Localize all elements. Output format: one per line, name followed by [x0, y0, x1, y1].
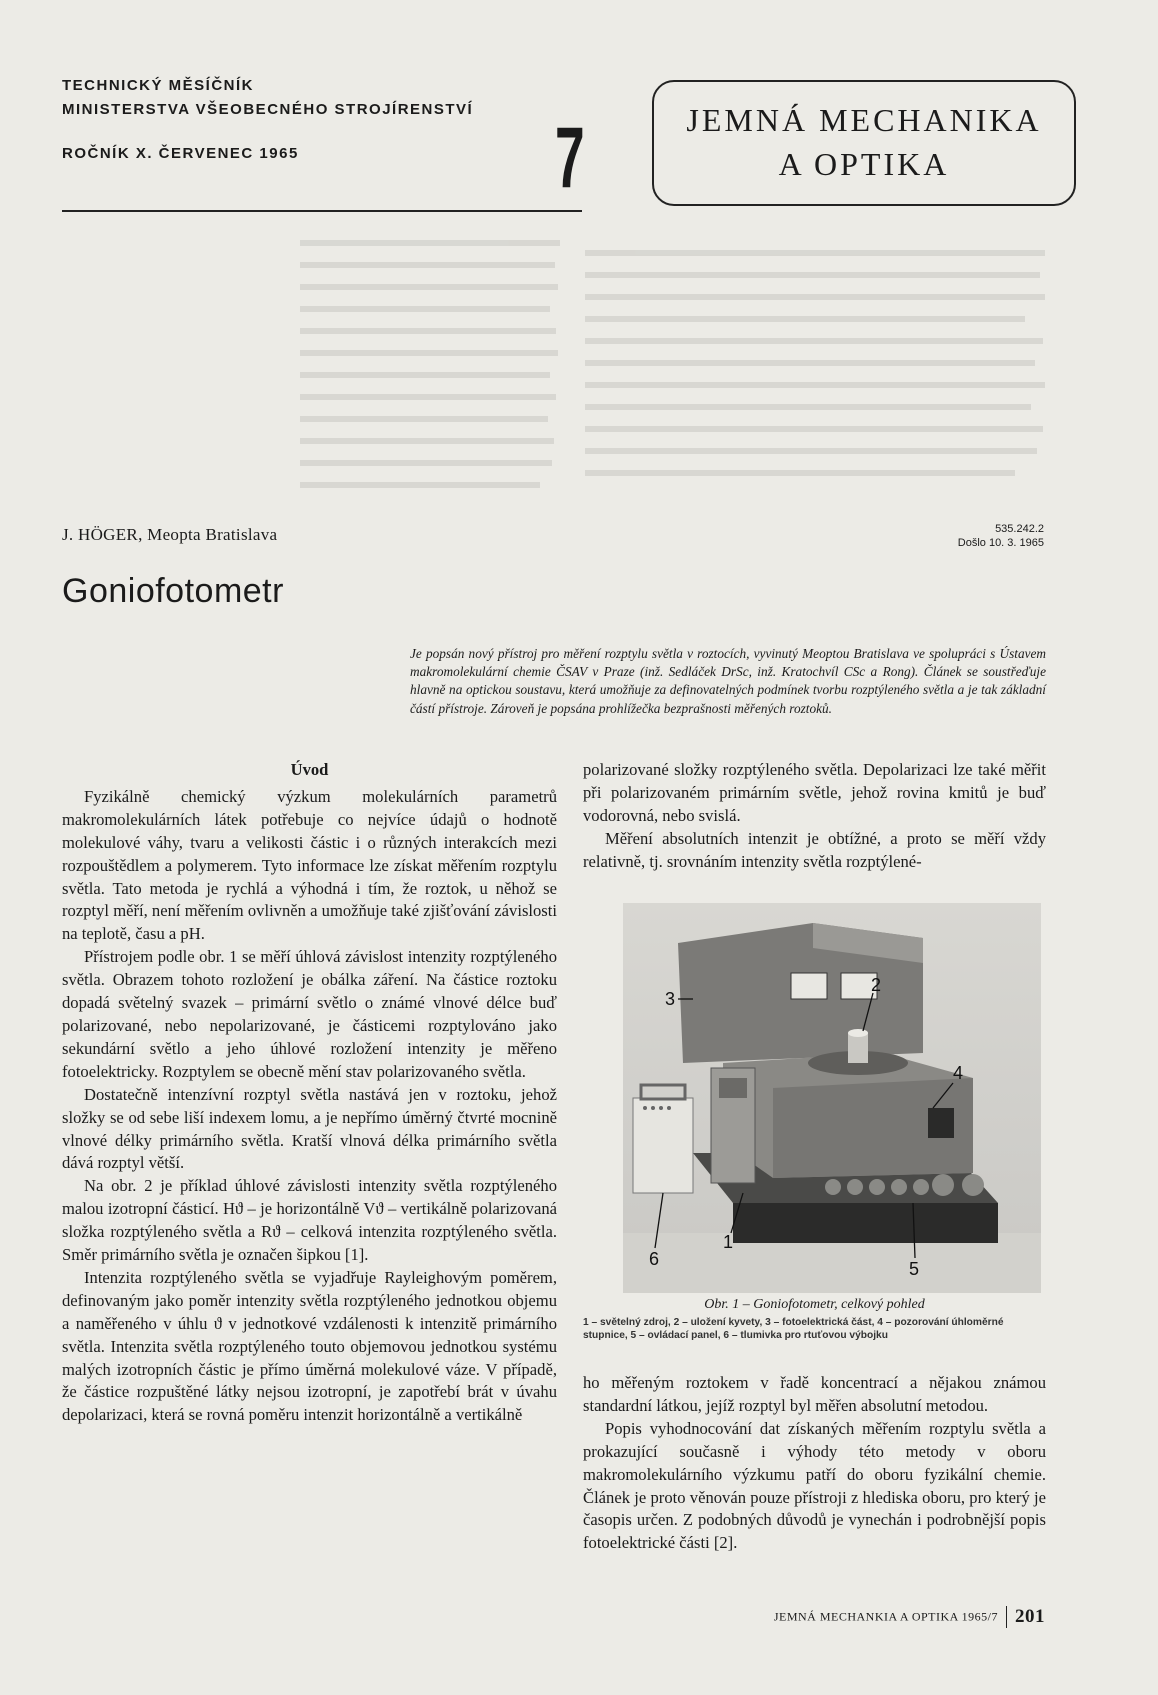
udc-code: 535.242.2 — [995, 523, 1044, 535]
footer-journal: JEMNÁ MECHANKIA A OPTIKA 1965/7 — [773, 1609, 998, 1624]
article-title: Goniofotometr — [62, 572, 284, 610]
figure-label-2: 2 — [871, 975, 882, 995]
paragraph: Měření absolutních intenzit je obtížné, a proto se měří vždy relativně, tj. srovnáním intenzity světla rozptýlené- — [583, 828, 1046, 871]
paragraph: Fyzikálně chemický výzkum molekulárních parametrů makromolekulárních látek potřebuje co nejvíce údajů o hodnotě molekulové váhy, tvaru a velikosti částic i o různých interakcích mezi rozpouštědlem a polymerem. Tyto informace lze získat měřením rozptylu světla. Tato metoda je rychlá a výhodná i tím, že roztok, u něhož se rozptyl měří, není měřením ovlivněn a umožňuje také zjišťování závislosti na teplotě, času a pH. — [62, 786, 557, 944]
paragraph: polarizované složky rozptýleného světla. Depolarizaci lze také měřit při polarizovaném primárním světle, jehož rovina kmitů je buď vodorovná, nebo svislá. — [583, 760, 1046, 825]
goniophotometer-photo — [623, 903, 1041, 1293]
footer-separator — [1006, 1606, 1007, 1628]
article-author: J. HÖGER, Meopta Bratislava — [62, 525, 278, 544]
article-classification — [900, 522, 1044, 550]
paragraph: Intenzita rozptýleného světla se vyjadřuje Rayleighovým poměrem, definovaným jako poměr intenzity světla rozptýleného jednotkou objemu a naměřeného v úhlu ϑ v jednotkové vzdálenosti k intenzitě primárního světla. Intenzita světla rozptýleného touto objemovou jednotkou systému malých izotropních částic je přímo úměrná molekulové váze. V případě, že částice rozpuštěné látky nejsou izotropní, je zapotřebí brát v úvahu depolarizaci, která se rovná poměru intenzit horizontálně a vertikálně — [62, 1267, 557, 1425]
paragraph: ho měřeným roztokem v řadě koncentrací a nějakou známou standardní látkou, jejíž rozptyl byl měřen absolutní metodou. — [583, 1373, 1046, 1415]
paragraph: Na obr. 2 je příklad úhlové závislosti intenzity světla rozptýleného malou izotropní částicí. Hϑ – je horizontálně Vϑ – vertikálně polarizovaná složka rozptýleného světla a Rϑ – celková intenzita rozptýleného světla. Směr primárního světla je označen šipkou [1]. — [62, 1176, 557, 1265]
section-heading: Úvod — [290, 760, 329, 779]
journal-title-line-2: A OPTIKA — [778, 146, 950, 182]
masthead-rule — [62, 210, 582, 212]
figure-label-4: 4 — [953, 1063, 964, 1083]
paragraph: Dostatečně intenzívní rozptyl světla nastává jen v roztoku, jehož složky se od sebe liší indexem lomu, a je nepřímo úměrný čtvrté mocnině vlnové délky primárního světla. Kratší vlnová délka primárního světla dává rozptyl větší. — [62, 1084, 557, 1173]
figure-label-1: 1 — [723, 1232, 734, 1252]
page-number: 201 — [1015, 1606, 1045, 1627]
masthead-publisher — [62, 74, 582, 166]
right-column-bottom — [583, 1372, 1046, 1555]
figure-legend: 1 – světelný zdroj, 2 – uložení kyvety, 3 – fotoelektrická část, 4 – pozorování úhloměrné stupnice, 5 – ovládací panel, 6 – tlumivka pro rtuťovou výbojku — [583, 1317, 1004, 1341]
masthead-line-2: MINISTERSTVA VŠEOBECNÉHO STROJÍRENSTVÍ — [62, 101, 474, 118]
right-column-top — [583, 759, 1046, 874]
masthead-volume-date: ROČNÍK X. ČERVENEC 1965 — [62, 145, 299, 162]
paragraph: Popis vyhodnocování dat získaných měřením rozptylu světla a prokazující současně i výhody této metody v oboru makromolekulárního výzkumu patří do oboru fyzikální chemie. Článek je proto věnován pouze přístroji z hlediska oboru, pro který je časopis určen. Z podobných důvodů je vynechán i podrobnější popis fotoelektrické části [2]. — [583, 1418, 1046, 1553]
received-date: Došlo 10. 3. 1965 — [957, 537, 1044, 549]
figure-label-3: 3 — [665, 989, 676, 1009]
apparatus-illustration — [623, 903, 1041, 1293]
masthead-line-1: TECHNICKÝ MĚSÍČNÍK — [62, 77, 255, 94]
left-column — [62, 759, 557, 1427]
issue-number: 7 — [555, 110, 585, 206]
page-footer — [745, 1606, 1045, 1628]
figure-caption: Obr. 1 – Goniofotometr, celkový pohled — [704, 1297, 925, 1312]
article-abstract: Je popsán nový přístroj pro měření rozptylu světla v roztocích, vyvinutý Meoptou Bratislava ve spolupráci s Ústavem makromolekulární chemie ČSAV v Praze (inž. Sedláček DrSc, inž. Kratochvíl CSc a Rong). Článek se soustřeďuje hlavně na optickou soustavu, která umožňuje za definovatelných podmínek tvorbu rozptýleného světla a je tak základní částí přístroje. Zároveň je popsána prohlížečka bezprašnosti měřených roztoků. — [410, 646, 1046, 716]
journal-title-line-1: JEMNÁ MECHANIKA — [686, 102, 1042, 138]
journal-title-box — [652, 80, 1076, 206]
figure-label-5: 5 — [909, 1259, 920, 1279]
figure-label-6: 6 — [649, 1249, 660, 1269]
paragraph: Přístrojem podle obr. 1 se měří úhlová závislost intenzity rozptýleného světla. Obrazem tohoto rozložení je obálka záření. Na částice roztoku dopadá světelný svazek – primární světlo o známé vlnové délce buď polarizované, nebo nepolarizované, je částicemi rozptylováno jako sekundární světlo a jeho úhlové rozložení intenzity je měřeno fotoelektricky. Rozptylem se obecně mění stav polarizovaného světla. — [62, 947, 557, 1081]
